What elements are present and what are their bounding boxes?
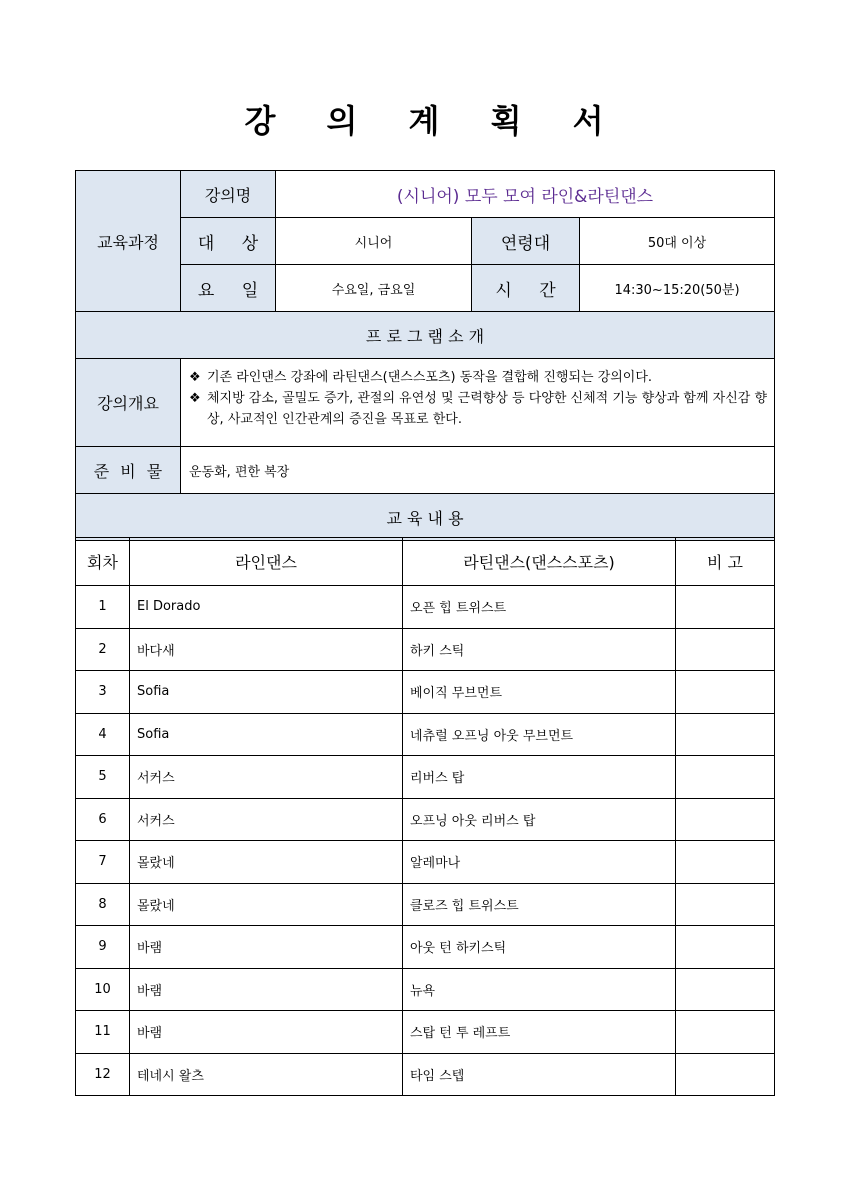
note-cell	[676, 586, 775, 629]
line-dance-cell: 몰랐네	[130, 841, 403, 884]
session-number: 3	[76, 671, 130, 714]
time-label: 시 간	[472, 265, 580, 312]
line-dance-cell: 바램	[130, 968, 403, 1011]
session-number: 1	[76, 586, 130, 629]
note-cell	[676, 883, 775, 926]
table-row	[76, 883, 775, 926]
line-dance-cell: El Dorado	[130, 586, 403, 629]
table-row	[76, 628, 775, 671]
table-row	[76, 586, 775, 629]
col-header-line-dance: 라인댄스	[130, 538, 403, 586]
table-row	[76, 1011, 775, 1054]
line-dance-cell: 서커스	[130, 798, 403, 841]
session-number: 6	[76, 798, 130, 841]
course-section-label: 교육과정	[76, 171, 181, 312]
note-cell	[676, 798, 775, 841]
overview-line: 기존 라인댄스 강좌에 라틴댄스(댄스스포츠) 동작을 결합해 진행되는 강의이다.	[207, 370, 653, 385]
line-dance-cell: Sofia	[130, 671, 403, 714]
note-cell	[676, 841, 775, 884]
table-row	[76, 968, 775, 1011]
latin-dance-cell: 클로즈 힙 트위스트	[403, 883, 676, 926]
content-header: 교 육 내 용	[76, 494, 775, 541]
table-row	[76, 756, 775, 799]
table-row	[76, 1053, 775, 1096]
col-header-note: 비 고	[676, 538, 775, 586]
course-info-table	[75, 170, 775, 541]
materials-value: 운동화, 편한 복장	[181, 447, 775, 494]
session-number: 10	[76, 968, 130, 1011]
diamond-bullet-icon: ❖	[189, 391, 201, 406]
day-value: 수요일, 금요일	[276, 265, 472, 312]
overview-content	[181, 359, 775, 447]
course-name-value: (시니어) 모두 모여 라인&라틴댄스	[276, 171, 775, 218]
overview-item	[189, 388, 768, 430]
note-cell	[676, 628, 775, 671]
note-cell	[676, 713, 775, 756]
target-value: 시니어	[276, 218, 472, 265]
session-number: 7	[76, 841, 130, 884]
target-label: 대 상	[181, 218, 276, 265]
table-row	[76, 926, 775, 969]
page-title: 강 의 계 획 서	[244, 102, 624, 140]
note-cell	[676, 1011, 775, 1054]
session-number: 5	[76, 756, 130, 799]
note-cell	[676, 1053, 775, 1096]
note-cell	[676, 968, 775, 1011]
line-dance-cell: 바램	[130, 926, 403, 969]
session-number: 8	[76, 883, 130, 926]
latin-dance-cell: 스탑 턴 투 레프트	[403, 1011, 676, 1054]
line-dance-cell: 서커스	[130, 756, 403, 799]
session-number: 11	[76, 1011, 130, 1054]
overview-line: 체지방 감소, 골밀도 증가, 관절의 유연성 및 근력향상 등 다양한 신체적 기능 향상과 함께 자신감 향상, 사교적인 인간관계의 증진을 목표로 한다.	[207, 391, 768, 427]
latin-dance-cell: 알레마나	[403, 841, 676, 884]
table-row	[76, 671, 775, 714]
latin-dance-cell: 베이직 무브먼트	[403, 671, 676, 714]
latin-dance-cell: 아웃 턴 하키스틱	[403, 926, 676, 969]
table-row	[76, 798, 775, 841]
session-number: 4	[76, 713, 130, 756]
line-dance-cell: 몰랐네	[130, 883, 403, 926]
line-dance-cell: 바다새	[130, 628, 403, 671]
line-dance-cell: 바램	[130, 1011, 403, 1054]
line-dance-cell: Sofia	[130, 713, 403, 756]
latin-dance-cell: 리버스 탑	[403, 756, 676, 799]
latin-dance-cell: 하키 스틱	[403, 628, 676, 671]
line-dance-cell: 테네시 왈츠	[130, 1053, 403, 1096]
schedule-table	[75, 537, 775, 1096]
note-cell	[676, 756, 775, 799]
latin-dance-cell: 타임 스텝	[403, 1053, 676, 1096]
session-number: 2	[76, 628, 130, 671]
latin-dance-cell: 오프닝 아웃 리버스 탑	[403, 798, 676, 841]
note-cell	[676, 926, 775, 969]
program-intro-header: 프 로 그 램 소 개	[76, 312, 775, 359]
materials-label: 준 비 물	[76, 447, 181, 494]
overview-item	[189, 367, 768, 388]
overview-label: 강의개요	[76, 359, 181, 447]
note-cell	[676, 671, 775, 714]
age-label: 연령대	[472, 218, 580, 265]
session-number: 12	[76, 1053, 130, 1096]
col-header-latin-dance: 라틴댄스(댄스스포츠)	[403, 538, 676, 586]
course-name-label: 강의명	[181, 171, 276, 218]
table-row	[76, 713, 775, 756]
session-number: 9	[76, 926, 130, 969]
table-row	[76, 841, 775, 884]
diamond-bullet-icon: ❖	[189, 370, 201, 385]
day-label: 요 일	[181, 265, 276, 312]
latin-dance-cell: 오픈 힙 트위스트	[403, 586, 676, 629]
age-value: 50대 이상	[580, 218, 775, 265]
latin-dance-cell: 뉴욕	[403, 968, 676, 1011]
time-value: 14:30~15:20(50분)	[580, 265, 775, 312]
col-header-session: 회차	[76, 538, 130, 586]
latin-dance-cell: 네츄럴 오프닝 아웃 무브먼트	[403, 713, 676, 756]
